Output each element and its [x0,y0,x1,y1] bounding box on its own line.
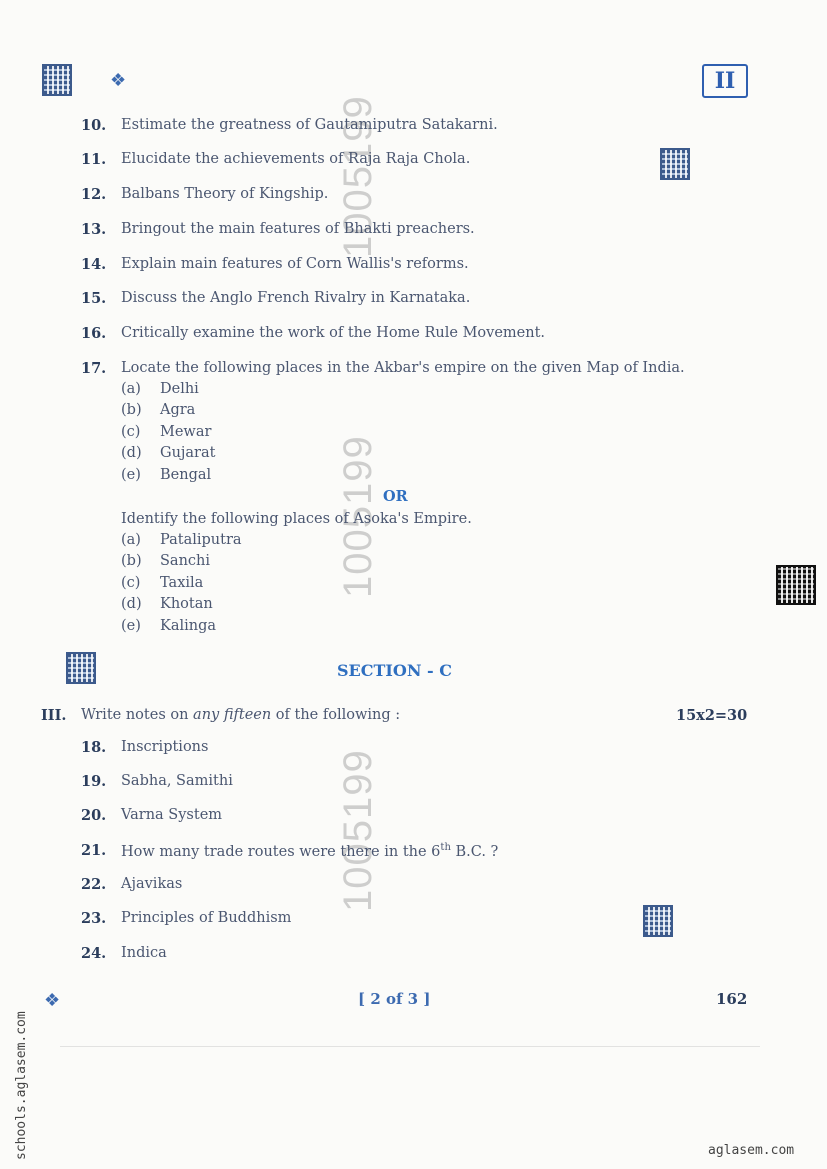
question-text: Discuss the Anglo French Rivalry in Karnataka. [121,290,471,306]
question-text: Explain main features of Corn Wallis's reforms. [121,256,469,272]
paper-code-number: 162 [716,990,748,1008]
question-text: Ajavikas [121,876,183,892]
question-text: Balbans Theory of Kingship. [121,186,329,202]
bottom-website-label: aglasem.com [708,1143,795,1158]
option-label: (e) [121,467,141,483]
page-number: [ 2 of 3 ] [358,990,431,1008]
question-number: 11. [81,151,107,168]
question-number: 10. [81,117,107,134]
section-title: SECTION - C [337,661,452,680]
qr-code-icon [776,565,816,605]
paper-code-box: II [702,64,748,98]
option-value: Kalinga [160,618,217,634]
watermark: 1005199 [336,95,380,258]
question-text: Estimate the greatness of Gautamiputra Satakarni. [121,117,498,133]
question-text: Indica [121,945,167,961]
option-label: (c) [121,424,141,440]
option-value: Agra [160,402,196,418]
marks-label: 15x2=30 [676,707,748,724]
qr-code-icon [660,148,690,180]
question-number: 14. [81,256,107,273]
option-value: Taxila [160,575,204,591]
question-number: 16. [81,325,107,342]
question-number: 19. [81,773,107,790]
part-instruction: Write notes on any fifteen of the following : [81,707,401,723]
asoka-prompt: Identify the following places of Asoka's Empire. [121,511,472,527]
question-number: 21. [81,842,107,859]
option-value: Khotan [160,596,213,612]
question-text: Sabha, Samithi [121,773,233,789]
option-label: (d) [121,596,142,612]
option-value: Pataliputra [160,532,242,548]
qr-code-icon [66,652,96,684]
option-label: (c) [121,575,141,591]
option-label: (b) [121,402,142,418]
diamond-ornament-icon: ❖ [110,70,127,91]
question-number: 15. [81,290,107,307]
qr-code-icon [42,64,72,96]
option-value: Gujarat [160,445,216,461]
question-number: 12. [81,186,107,203]
option-label: (b) [121,553,142,569]
qr-code-icon [643,905,673,937]
question-text: Varna System [121,807,223,823]
watermark: 1005199 [336,435,380,598]
side-website-label: schools.aglasem.com [14,1011,29,1160]
part-number: III. [41,707,67,724]
option-value: Sanchi [160,553,211,569]
watermark: 1005199 [336,749,380,912]
question-number: 18. [81,739,107,756]
question-text: Bringout the main features of Bhakti preachers. [121,221,475,237]
option-label: (e) [121,618,141,634]
option-value: Delhi [160,381,199,397]
question-number: 20. [81,807,107,824]
question-number: 22. [81,876,107,893]
option-value: Mewar [160,424,212,440]
question-number: 13. [81,221,107,238]
or-divider: OR [383,488,408,505]
question-text: Critically examine the work of the Home Rule Movement. [121,325,546,341]
question-text: How many trade routes were there in the 6th B.C. ? [121,842,499,860]
option-label: (d) [121,445,142,461]
option-label: (a) [121,381,141,397]
question-text: Inscriptions [121,739,209,755]
question-text: Locate the following places in the Akbar's empire on the given Map of India. [121,360,685,376]
divider [60,1046,760,1047]
question-number: 23. [81,910,107,927]
question-text: Elucidate the achievements of Raja Raja Chola. [121,151,471,167]
diamond-ornament-icon: ❖ [44,990,61,1011]
option-value: Bengal [160,467,212,483]
question-number: 24. [81,945,107,962]
question-text: Principles of Buddhism [121,910,292,926]
question-number: 17. [81,360,107,377]
option-label: (a) [121,532,141,548]
